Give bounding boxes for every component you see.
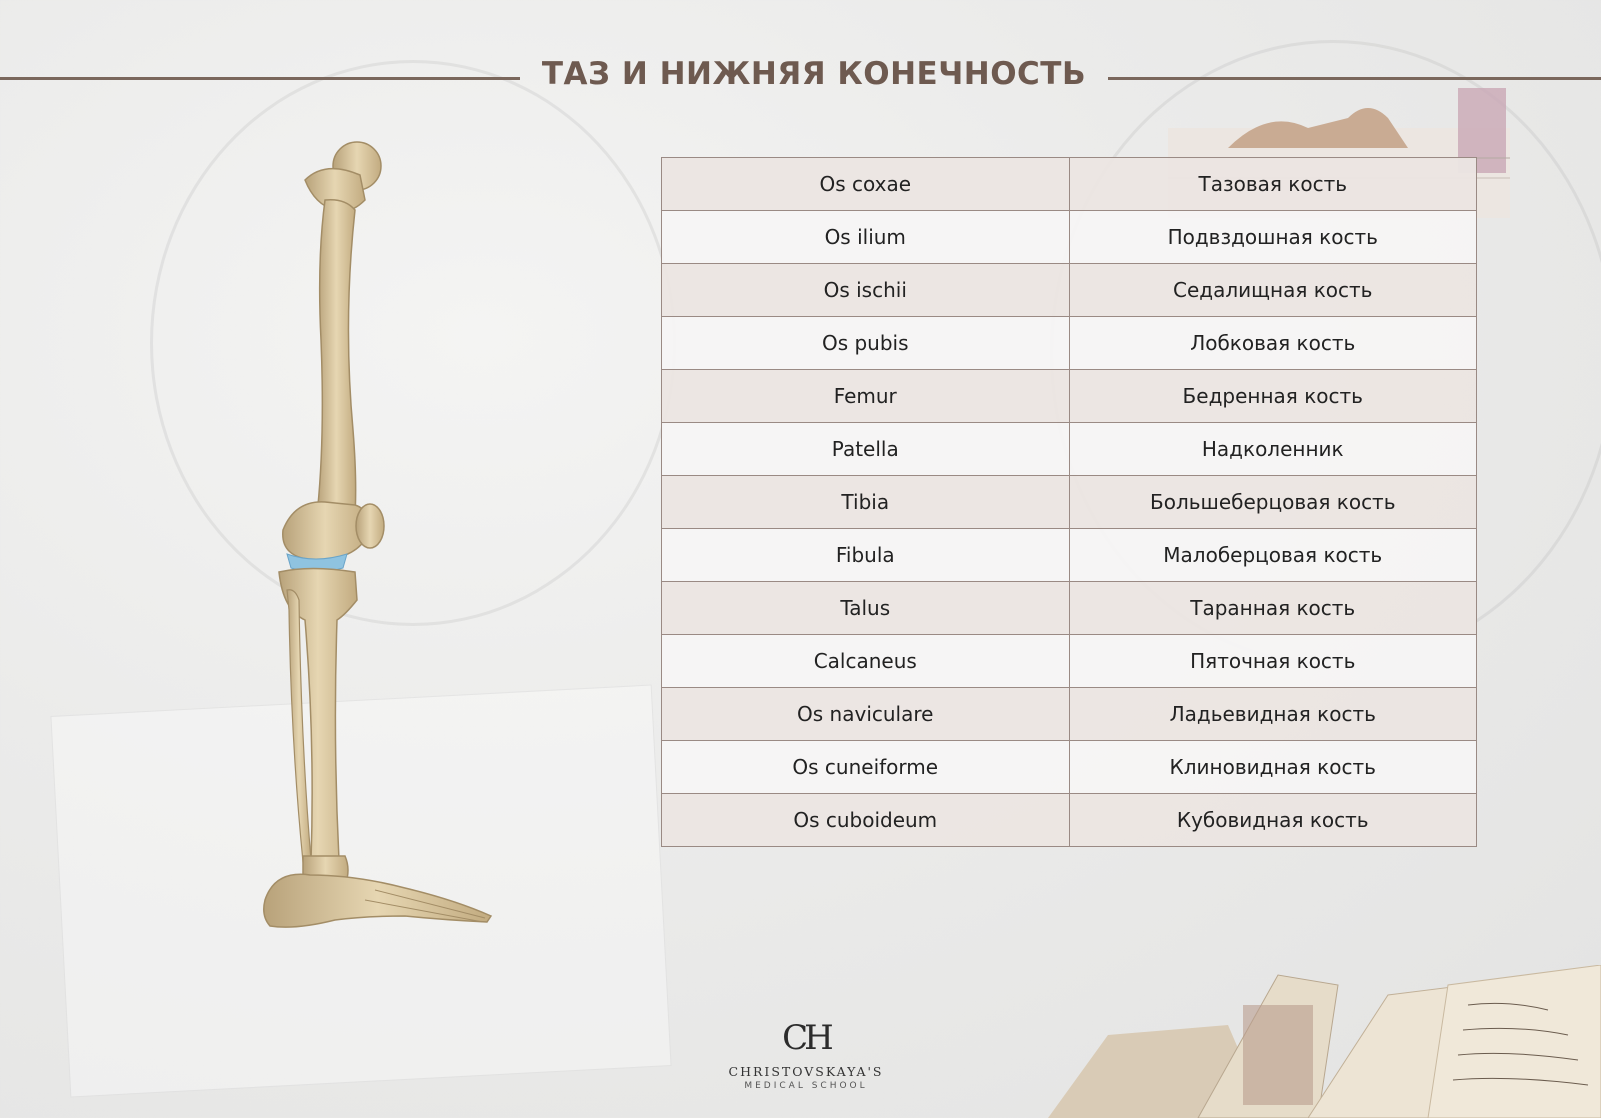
table-row xyxy=(662,688,1477,741)
femur xyxy=(283,142,381,560)
russian-term-cell: Кубовидная кость xyxy=(1069,794,1477,847)
latin-term-cell: Os pubis xyxy=(662,317,1070,370)
table-row xyxy=(662,476,1477,529)
logo-name: CHRISTOVSKAYA'S xyxy=(728,1064,884,1079)
latin-term-cell: Femur xyxy=(662,370,1070,423)
latin-term-cell: Os naviculare xyxy=(662,688,1070,741)
russian-term-cell: Клиновидная кость xyxy=(1069,741,1477,794)
latin-term-cell: Os ischii xyxy=(662,264,1070,317)
foot xyxy=(264,856,491,927)
russian-term-cell: Пяточная кость xyxy=(1069,635,1477,688)
latin-term-cell: Os coxae xyxy=(662,158,1070,211)
title-rule-left xyxy=(0,77,520,80)
collage-bottom-right xyxy=(1048,965,1601,1118)
russian-term-cell: Подвздошная кость xyxy=(1069,211,1477,264)
latin-term-cell: Os cuneiforme xyxy=(662,741,1070,794)
latin-term-cell: Calcaneus xyxy=(662,635,1070,688)
table-row xyxy=(662,370,1477,423)
russian-term-cell: Ладьевидная кость xyxy=(1069,688,1477,741)
table-row xyxy=(662,741,1477,794)
table-row xyxy=(662,211,1477,264)
latin-term-cell: Patella xyxy=(662,423,1070,476)
table-row xyxy=(662,582,1477,635)
table-row xyxy=(662,158,1477,211)
logo-subtitle: MEDICAL SCHOOL xyxy=(744,1081,868,1091)
russian-term-cell: Таранная кость xyxy=(1069,582,1477,635)
russian-term-cell: Большеберцовая кость xyxy=(1069,476,1477,529)
latin-term-cell: Os ilium xyxy=(662,211,1070,264)
russian-term-cell: Лобковая кость xyxy=(1069,317,1477,370)
latin-term-cell: Os cuboideum xyxy=(662,794,1070,847)
table-row xyxy=(662,317,1477,370)
tibia-fibula xyxy=(279,569,357,863)
russian-term-cell: Надколенник xyxy=(1069,423,1477,476)
page-title: ТАЗ И НИЖНЯЯ КОНЕЧНОСТЬ xyxy=(541,56,1087,92)
table-row xyxy=(662,635,1477,688)
table-row xyxy=(662,264,1477,317)
russian-term-cell: Малоберцовая кость xyxy=(1069,529,1477,582)
latin-term-cell: Talus xyxy=(662,582,1070,635)
latin-term-cell: Tibia xyxy=(662,476,1070,529)
table-row xyxy=(662,423,1477,476)
latin-term-cell: Fibula xyxy=(662,529,1070,582)
table-row xyxy=(662,794,1477,847)
terms-table xyxy=(661,157,1477,847)
leg-skeleton-illustration xyxy=(255,140,515,960)
russian-term-cell: Тазовая кость xyxy=(1069,158,1477,211)
patella xyxy=(356,504,384,548)
russian-term-cell: Бедренная кость xyxy=(1069,370,1477,423)
title-rule-right xyxy=(1108,77,1601,80)
table-row xyxy=(662,529,1477,582)
school-logo xyxy=(716,1018,896,1108)
logo-monogram: CH xyxy=(782,1018,830,1058)
russian-term-cell: Седалищная кость xyxy=(1069,264,1477,317)
